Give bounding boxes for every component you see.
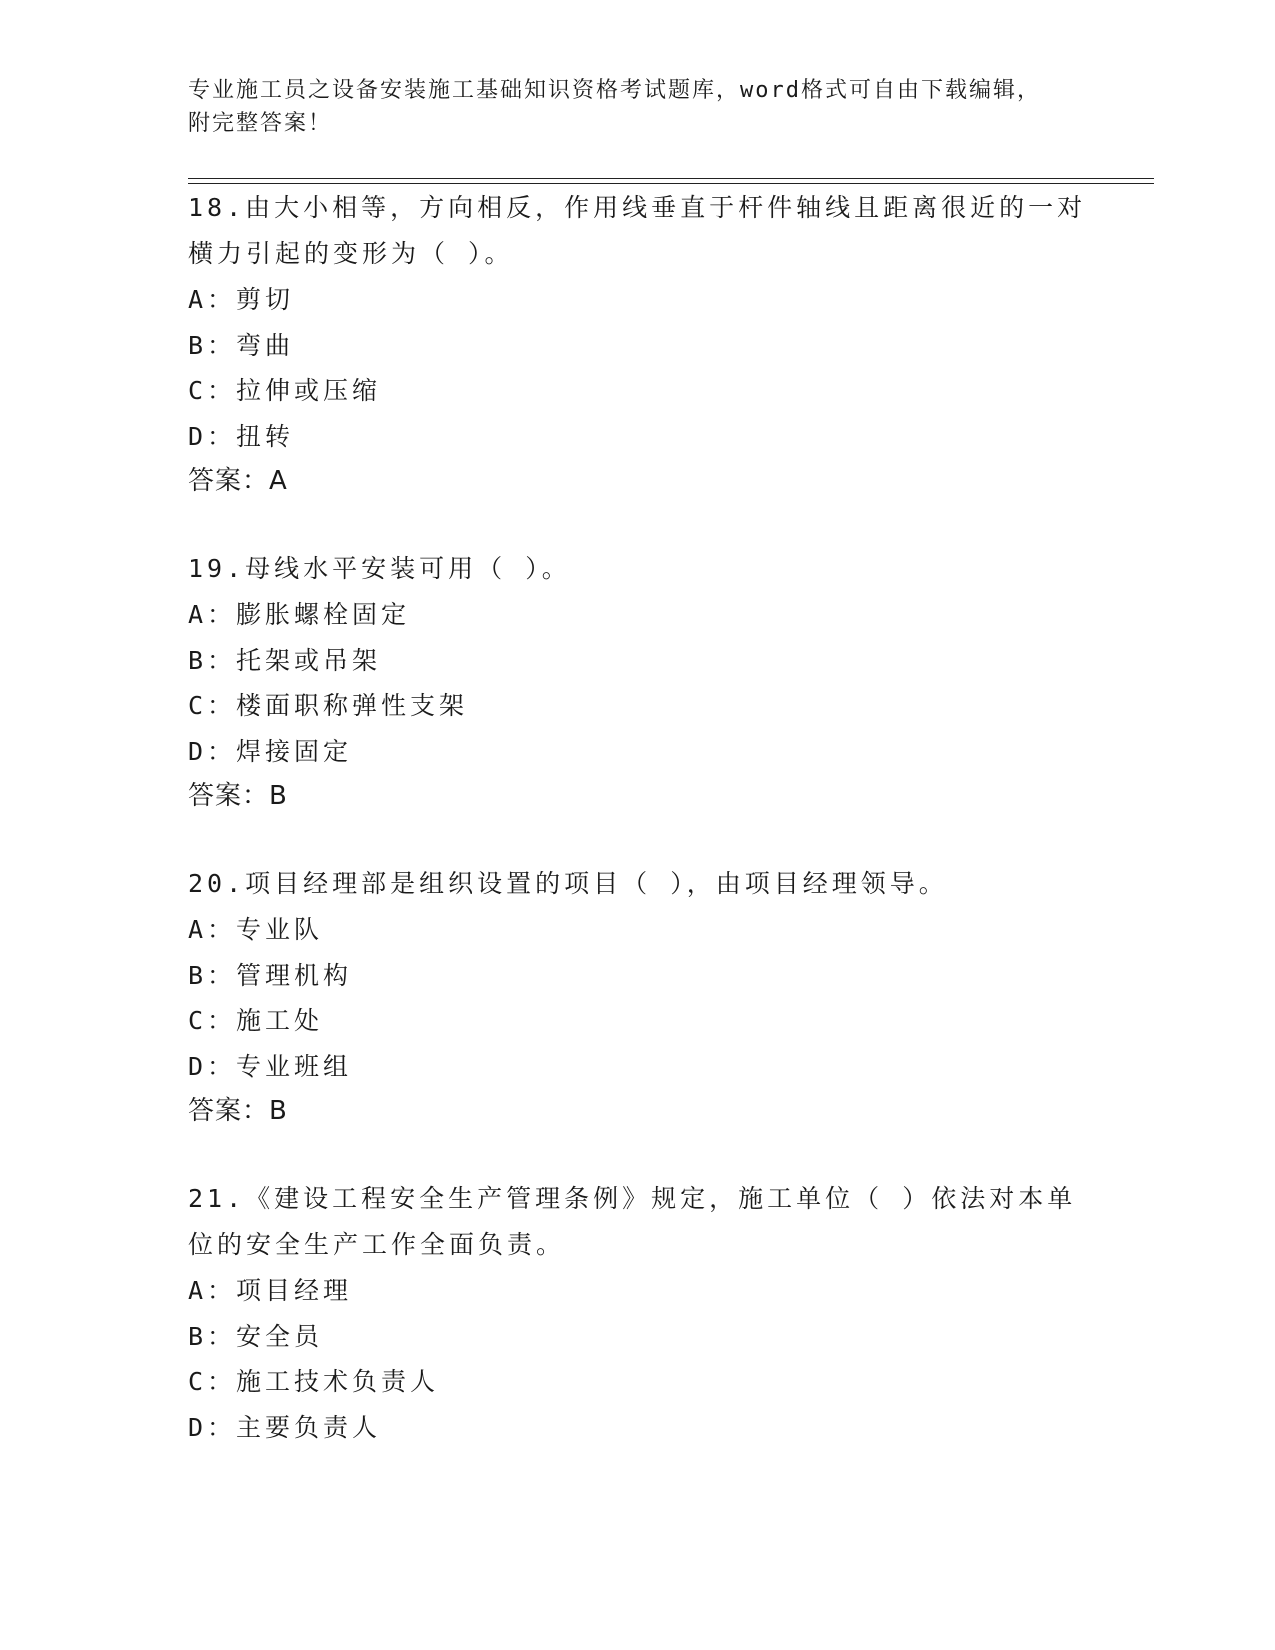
option-b: B：安全员 (188, 1321, 324, 1351)
option-a: A：项目经理 (188, 1276, 353, 1305)
option-d: D：扭转 (188, 421, 295, 451)
answer-line: 答案：B (188, 1096, 288, 1126)
option-d: D：主要负责人 (188, 1412, 382, 1442)
question-stem: 横力引起的变形为（ ）。 (188, 239, 514, 268)
option-c: C：施工处 (188, 1006, 324, 1035)
option-a: A：剪切 (188, 285, 295, 314)
question-18 (188, 185, 1088, 504)
option-c: C：施工技术负责人 (188, 1367, 440, 1396)
question-19 (188, 546, 1088, 819)
header-line-1: 专业施工员之设备安装施工基础知识资格考试题库，word格式可自由下载编辑， (188, 78, 1041, 103)
option-b: B：管理机构 (188, 960, 353, 990)
option-c: C：楼面职称弹性支架 (188, 691, 469, 720)
question-stem: 18.由大小相等，方向相反，作用线垂直于杆件轴线且距离很近的一对 (188, 193, 1087, 222)
question-stem: 位的安全生产工作全面负责。 (188, 1230, 566, 1259)
option-b: B：托架或吊架 (188, 645, 382, 675)
question-stem: 19.母线水平安装可用（ ）。 (188, 554, 571, 583)
header-divider-bottom (188, 183, 1154, 184)
answer-line: 答案：A (188, 466, 288, 496)
question-stem: 21.《建设工程安全生产管理条例》规定，施工单位（ ）依法对本单 (188, 1184, 1077, 1213)
header-line-2: 附完整答案！ (188, 111, 333, 136)
option-d: D：焊接固定 (188, 736, 353, 766)
question-20 (188, 861, 1088, 1134)
option-b: B：弯曲 (188, 330, 295, 360)
answer-line: 答案：B (188, 781, 288, 811)
document-header (188, 74, 1088, 140)
question-21 (188, 1176, 1088, 1450)
header-divider-top (188, 178, 1154, 179)
option-a: A：专业队 (188, 915, 324, 944)
question-stem: 20.项目经理部是组织设置的项目（ ），由项目经理领导。 (188, 869, 948, 898)
option-d: D：专业班组 (188, 1051, 353, 1081)
option-a: A：膨胀螺栓固定 (188, 600, 411, 629)
option-c: C：拉伸或压缩 (188, 376, 382, 405)
